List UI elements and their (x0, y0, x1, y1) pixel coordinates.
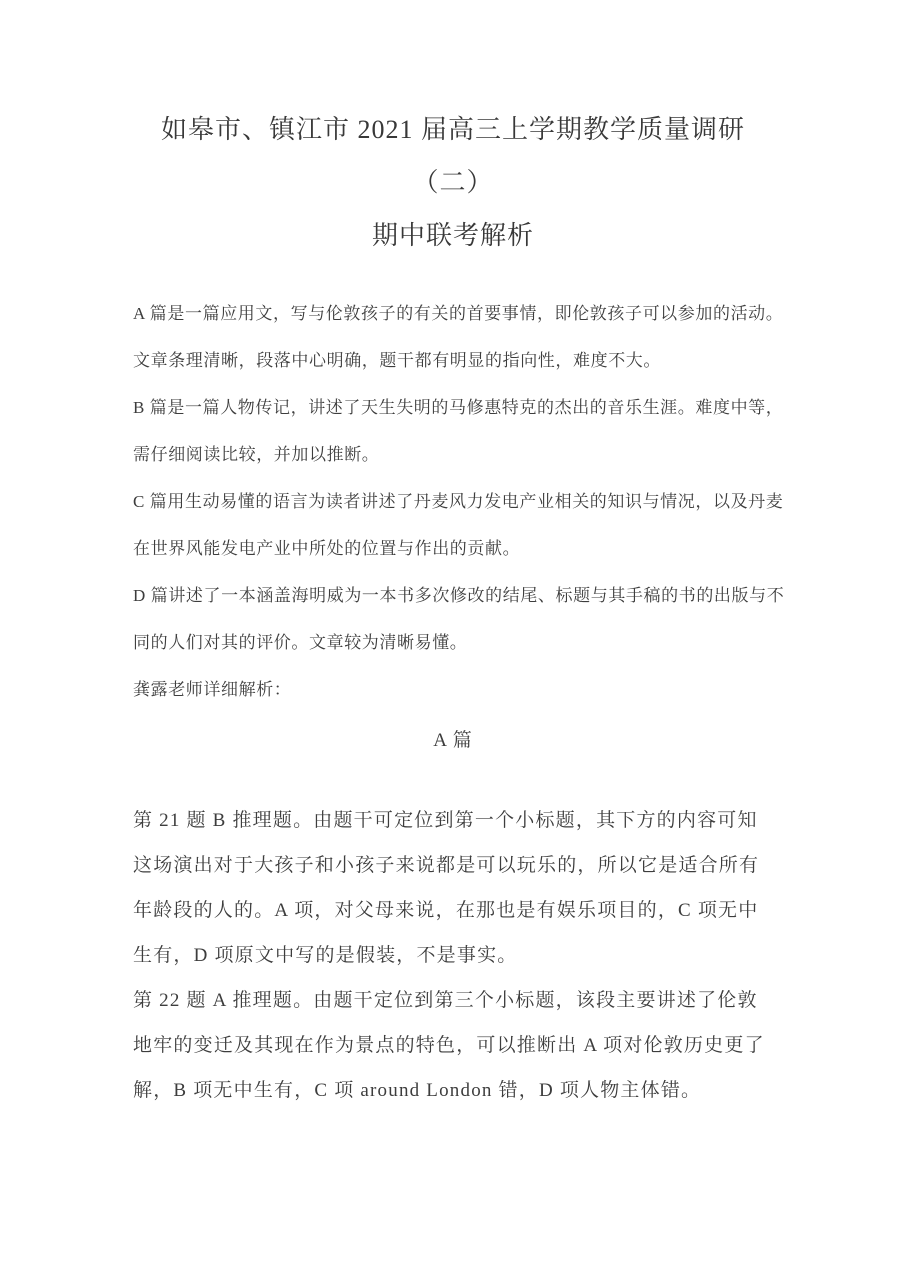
paragraph-b (133, 384, 784, 478)
overview-section (133, 290, 785, 713)
text-line: 第 22 题 A 推理题。由题干定位到第三个小标题，该段主要讲述了伦敦 (133, 990, 758, 1011)
text-line: B 篇是一篇人物传记，讲述了天生失明的马修惠特克的杰出的音乐生涯。难度中等， (133, 398, 784, 417)
question-21-analysis (133, 798, 773, 978)
text-line: 这场演出对于大孩子和小孩子来说都是可以玩乐的，所以它是适合所有 (133, 855, 760, 876)
text-line: C 篇用生动易懂的语言为读者讲述了丹麦风力发电产业相关的知识与情况，以及丹麦 (133, 492, 784, 511)
text-line: 生有，D 项原文中写的是假装，不是事实。 (133, 945, 518, 966)
text-line: 解，B 项无中生有，C 项 around London 错，D 项人物主体错。 (133, 1080, 702, 1101)
text-line: 年龄段的人的。A 项，对父母来说，在那也是有娱乐项目的，C 项无中 (133, 900, 759, 921)
text-line: 在世界风能发电产业中所处的位置与作出的贡献。 (133, 539, 521, 558)
paragraph-a (133, 290, 784, 384)
teacher-note (133, 666, 773, 713)
text-line: D 篇讲述了一本涵盖海明威为一本书多次修改的结尾、标题与其手稿的书的出版与不 (133, 586, 785, 605)
document-content (133, 103, 785, 1113)
text-line: 地牢的变迁及其现在作为景点的特色，可以推断出 A 项对伦敦历史更了 (133, 1035, 765, 1056)
text-line: 同的人们对其的评价。文章较为清晰易懂。 (133, 633, 468, 652)
document-title (133, 103, 773, 262)
text-line: 需仔细阅读比较，并加以推断。 (133, 445, 380, 464)
text-line: 第 21 题 B 推理题。由题干可定位到第一个小标题，其下方的内容可知 (133, 810, 758, 831)
title-line-2: 期中联考解析 (371, 221, 534, 250)
text-line: A 篇是一篇应用文，写与伦敦孩子的有关的首要事情，即伦敦孩子可以参加的活动。 (133, 304, 784, 323)
text-line: 龚露老师详细解析： (133, 680, 292, 699)
section-a-heading: A 篇 (433, 730, 473, 751)
analysis-section (133, 798, 773, 1113)
text-line: 文章条理清晰，段落中心明确，题干都有明显的指向性，难度不大。 (133, 351, 661, 370)
paragraph-c (133, 478, 784, 572)
paragraph-d (133, 572, 785, 666)
title-line-1: 如皋市、镇江市 2021 届高三上学期教学质量调研（二） (160, 115, 745, 197)
question-22-analysis (133, 978, 773, 1113)
